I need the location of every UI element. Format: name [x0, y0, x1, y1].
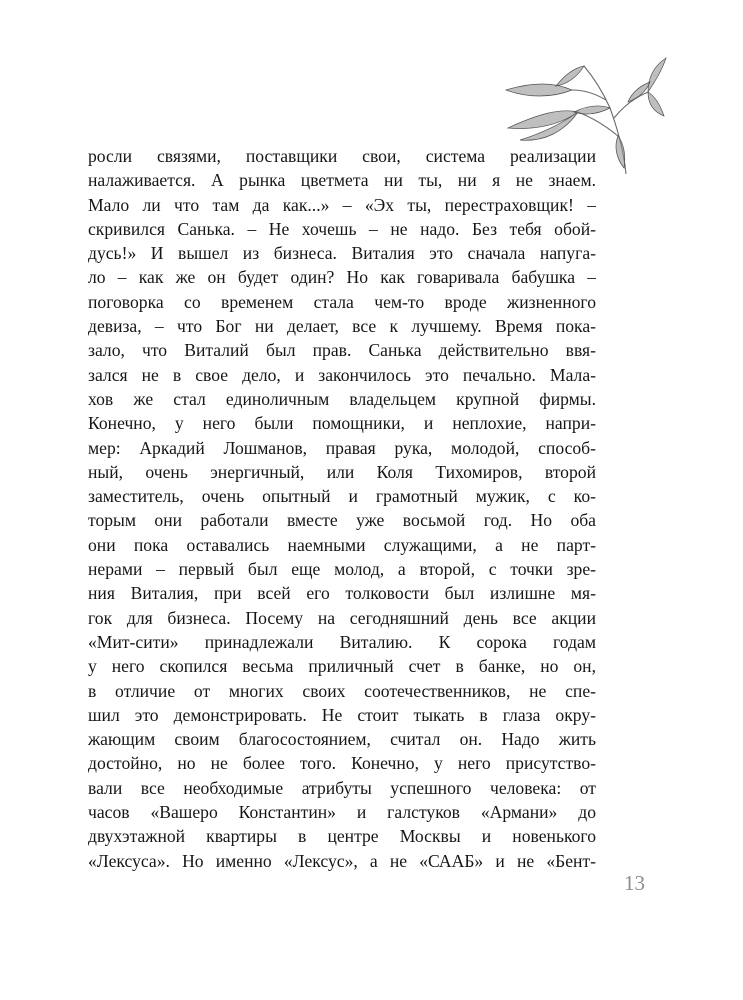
text-line: двухэтажной квартиры в центре Москвы и новенького: [88, 826, 596, 847]
text-line: ло – как же он будет один? Но как говаривала бабушка –: [88, 267, 596, 288]
text-line: поговорка со временем стала чем-то вроде жизненного: [88, 291, 596, 312]
text-line: девиза, – что Бог ни делает, все к лучшему. Время пока-: [88, 316, 596, 337]
text-line: торым они работали вместе уже восьмой год. Но оба: [88, 510, 596, 531]
text-line: ния Виталия, при всей его толковости был излишне мя-: [88, 583, 596, 604]
text-line: жающим своим благосостоянием, считал он. Надо жить: [88, 729, 596, 750]
text-line: у него скопился весьма приличный счет в банке, но он,: [88, 656, 596, 677]
text-line: в отличие от многих своих соотечественников, не спе-: [88, 680, 596, 701]
text-line: гок для бизнеса. Посему на сегодняшний день все акции: [88, 607, 596, 628]
text-line: достойно, но не более того. Конечно, у него присутство-: [88, 753, 596, 774]
text-line: мер: Аркадий Лошманов, правая рука, молодой, способ-: [88, 437, 596, 458]
text-line: хов же стал единоличным владельцем крупной фирмы.: [88, 388, 596, 409]
text-line: скривился Санька. – Не хочешь – не надо. Без тебя обой-: [88, 218, 596, 239]
text-line: шил это демонстрировать. Не стоит тыкать в глаза окру-: [88, 704, 596, 725]
text-line: зало, что Виталий был прав. Санька действительно ввя-: [88, 340, 596, 361]
text-line: налаживается. А рынка цветмета ни ты, ни я не знаем.: [88, 170, 596, 191]
text-line: заместитель, очень опытный и грамотный мужик, с ко-: [88, 486, 596, 507]
text-line: дусь!» И вышел из бизнеса. Виталия это сначала напуга-: [88, 243, 596, 264]
body-text: [88, 144, 596, 873]
text-line: ный, очень энергичный, или Коля Тихомиров, второй: [88, 461, 596, 482]
text-line: «Мит-сити» принадлежали Виталию. К сорока годам: [88, 631, 596, 652]
text-line: нерами – первый был еще молод, а второй, с точки зре-: [88, 559, 596, 580]
text-line: Мало ли что там да как...» – «Эх ты, перестраховщик! –: [88, 194, 596, 215]
text-line: вали все необходимые атрибуты успешного человека: от: [88, 777, 596, 798]
text-line: «Лексуса». Но именно «Лексус», а не «СААБ» и не «Бент-: [88, 850, 596, 871]
page-number: 13: [624, 871, 645, 895]
text-line: Конечно, у него были помощники, и неплохие, напри-: [88, 413, 596, 434]
text-line: росли связями, поставщики свои, система реализации: [88, 146, 596, 166]
text-line: они пока оставались наемными служащими, а не парт-: [88, 534, 596, 555]
text-line: часов «Вашеро Константин» и галстуков «Армани» до: [88, 802, 596, 823]
text-line: зался не в свое дело, и закончилось это печально. Мала-: [88, 364, 596, 385]
